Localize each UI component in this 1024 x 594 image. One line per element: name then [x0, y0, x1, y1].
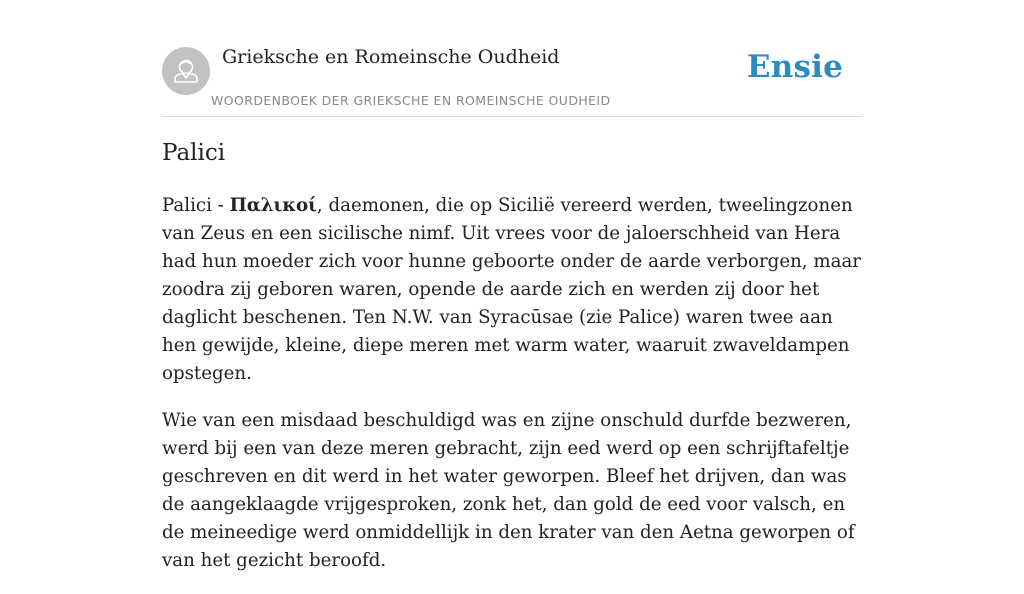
page-container — [162, 0, 862, 571]
entry-paragraph-2: Wie van een misdaad beschuldigd was en zijne onschuld durfde bezweren, werd bij een van deze meren gebracht, zijn eed werd op een schrijftafeltje geschreven en dit werd in het water geworpen. Bleef het drijven, dan was de aangeklaagde vrijgesproken, zonk het, dan gold de eed voor valsch, en de meineedige werd onmiddellijk in den krater van den Aetna geworpen of van het gezicht beroofd. — [162, 410, 855, 571]
entry-title: Palici — [162, 140, 226, 166]
entry-lead: Palici - — [162, 195, 230, 216]
source-avatar[interactable] — [162, 47, 210, 95]
entry-body — [162, 192, 862, 594]
header — [162, 0, 862, 117]
source-subtitle: WOORDENBOEK DER GRIEKSCHE EN ROMEINSCHE OUDHEID — [211, 93, 611, 108]
entry-paragraph-1 — [162, 192, 862, 388]
user-avatar-icon — [162, 47, 210, 95]
entry-paragraph-1-text: , daemonen, die op Sicilië vereerd werden, tweelingzonen van Zeus en een sicilische nimf. Uit vrees voor de jaloerschheid van Hera had hun moeder zich voor hunne geboorte onder de aarde verborgen, maar zoodra zij geboren waren, opende de aarde zich en werden zij door het daglicht beschenen. Ten N.W. van Syracūsae (zie Palice) waren twee aan hen gewijde, kleine, diepe meren met warm water, waaruit zwaveldampen opstegen. — [162, 195, 861, 384]
source-title-link[interactable]: Grieksche en Romeinsche Oudheid — [222, 46, 560, 68]
greek-term: Παλικοί — [229, 195, 317, 216]
ensie-logo[interactable]: Ensie — [746, 49, 843, 85]
